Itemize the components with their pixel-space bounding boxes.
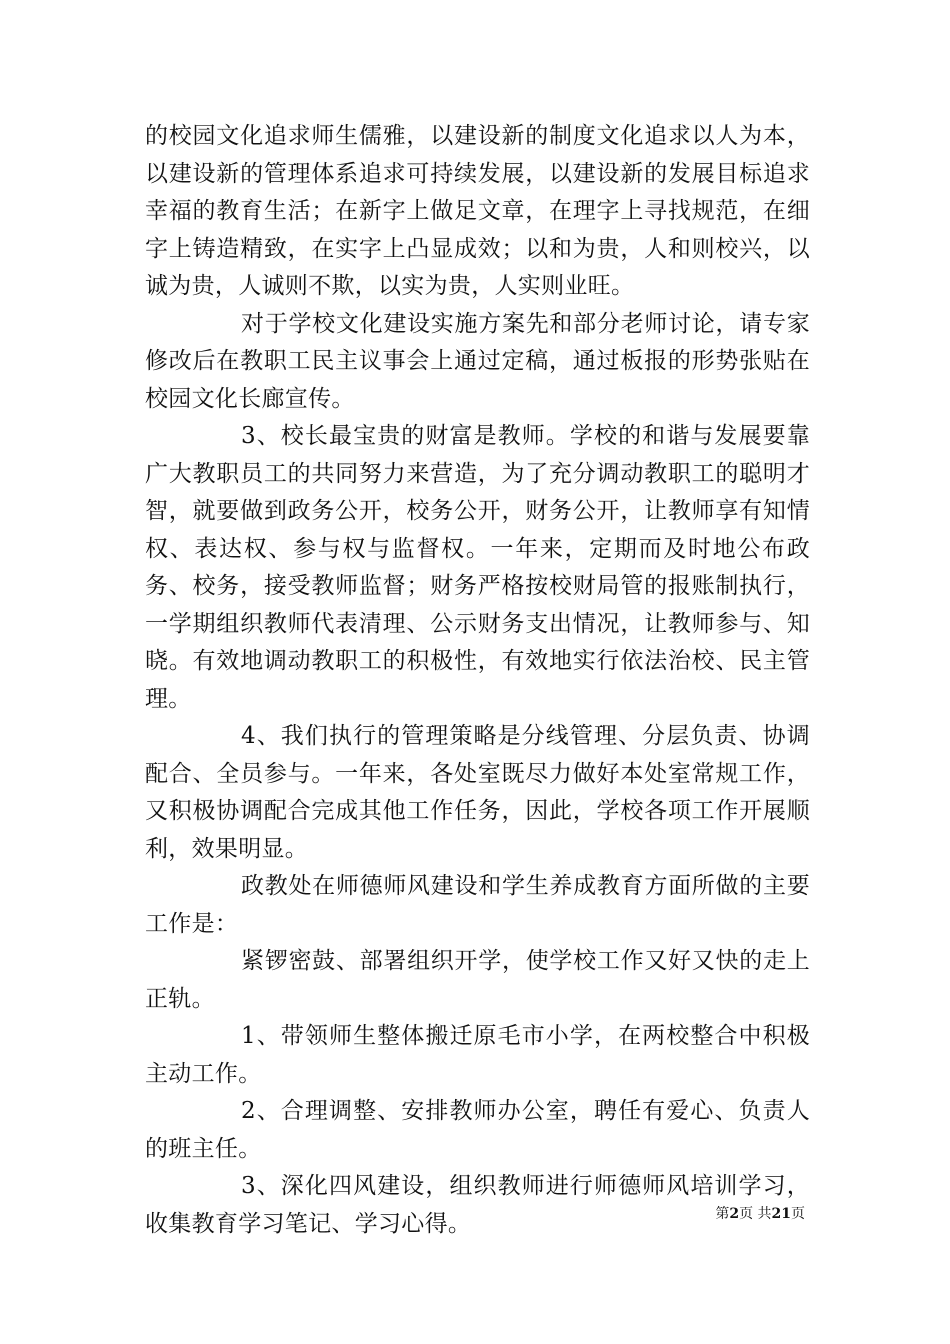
footer-total-pages: 21 xyxy=(771,1206,791,1222)
footer-current-page: 2 xyxy=(729,1206,740,1222)
footer-middle: 页 共 xyxy=(739,1206,772,1222)
paragraph-4: 4、我们执行的管理策略是分线管理、分层负责、协调配合、全员参与。一年来，各处室既尽力做好本处室常规工作，又积极协调配合完成其他工作任务，因此，学校各项工作开展顺利，效果明显。 xyxy=(145,723,810,862)
paragraph-6: 紧锣密鼓、部署组织开学，使学校工作又好又快的走上正轨。 xyxy=(145,948,810,1012)
paragraph-1: 的校园文化追求师生儒雅，以建设新的制度文化追求以人为本，以建设新的管理体系追求可持续发展，以建设新的发展目标追求幸福的教育生活；在新字上做足文章，在理字上寻找规范，在细字上铸造精致，在实字上凸显成效；以和为贵，人和则校兴，以诚为贵，人诚则不欺，以实为贵，人实则业旺。 xyxy=(145,123,810,299)
footer-suffix: 页 xyxy=(791,1206,805,1222)
page-footer xyxy=(715,1203,805,1223)
paragraph-5: 政教处在师德师风建设和学生养成教育方面所做的主要工作是： xyxy=(145,873,810,937)
paragraph-2: 对于学校文化建设实施方案先和部分老师讨论，请专家修改后在教职工民主议事会上通过定稿，通过板报的形势张贴在校园文化长廊宣传。 xyxy=(145,310,810,412)
paragraph-7: 1、带领师生整体搬迁原毛市小学，在两校整合中积极主动工作。 xyxy=(145,1023,810,1087)
document-body xyxy=(145,118,810,1243)
paragraph-9: 3、深化四风建设，组织教师进行师德师风培训学习，收集教育学习笔记、学习心得。 xyxy=(145,1173,810,1237)
paragraph-8: 2、合理调整、安排教师办公室，聘任有爱心、负责人的班主任。 xyxy=(145,1098,810,1162)
paragraph-3: 3、校长最宝贵的财富是教师。学校的和谐与发展要靠广大教职员工的共同努力来营造，为了充分调动教职工的聪明才智，就要做到政务公开，校务公开，财务公开，让教师享有知情权、表达权、参与权与监督权。一年来，定期而及时地公布政务、校务，接受教师监督；财务严格按校财局管的报账制执行，一学期组织教师代表清理、公示财务支出情况，让教师参与、知晓。有效地调动教职工的积极性，有效地实行依法治校、民主管理。 xyxy=(145,423,810,712)
footer-prefix: 第 xyxy=(715,1206,730,1222)
